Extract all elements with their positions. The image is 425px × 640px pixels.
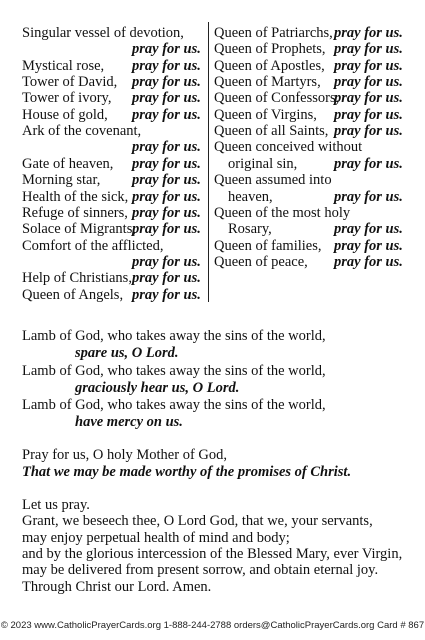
litany-invocation: Tower of David,	[22, 74, 118, 91]
litany-invocation: Queen of Apostles,	[214, 57, 325, 74]
litany-response: pray for us.	[334, 25, 403, 41]
litany-invocation: Queen of all Saints,	[214, 123, 329, 140]
versicle-response: That we may be made worthy of the promises of Christ.	[22, 464, 352, 480]
litany-response: pray for us.	[132, 204, 201, 221]
litany-response: pray for us.	[334, 57, 403, 74]
litany-invocation: Queen of Angels,	[22, 286, 124, 303]
litany-response: pray for us.	[334, 41, 403, 58]
litany-invocation: House of gold,	[22, 106, 108, 123]
litany-response: pray for us.	[132, 270, 201, 287]
litany-invocation: Comfort of the afflicted,	[22, 237, 164, 254]
litany-response: pray for us.	[334, 155, 403, 172]
litany-invocation: Help of Christians,	[22, 270, 132, 287]
litany-invocation: Queen of peace,	[214, 253, 308, 270]
litany-invocation: heaven,	[228, 188, 273, 205]
versicle: Pray for us, O holy Mother of God,	[22, 447, 227, 463]
agnus-dei-response: have mercy on us.	[75, 414, 183, 430]
prayer-line: Let us pray.	[22, 497, 90, 513]
litany-invocation: Health of the sick,	[22, 188, 129, 205]
litany-response: pray for us.	[334, 221, 403, 238]
footer: © 2023 www.CatholicPrayerCards.org 1-888-244-2788 orders@CatholicPrayerCards.org Card # 867	[0, 620, 425, 631]
litany-invocation: Queen of the most holy	[214, 204, 351, 221]
litany-invocation: Tower of ivory,	[22, 90, 112, 107]
litany-response: pray for us.	[334, 74, 403, 91]
litany-invocation: Queen of Confessors,	[214, 90, 340, 107]
litany-response: pray for us.	[132, 74, 201, 91]
litany-response: pray for us.	[334, 237, 403, 254]
litany-invocation: Solace of Migrants,	[22, 221, 136, 238]
litany-response: pray for us.	[334, 123, 403, 140]
litany-invocation: Queen of Prophets,	[214, 41, 326, 58]
litany-response: pray for us.	[132, 155, 201, 172]
litany-invocation: Queen of Virgins,	[214, 106, 317, 123]
litany-response: pray for us.	[334, 188, 403, 205]
litany-invocation: Mystical rose,	[22, 57, 105, 74]
litany-response: pray for us.	[334, 90, 403, 107]
agnus-dei-line: Lamb of God, who takes away the sins of the world,	[22, 362, 326, 379]
litany-invocation: Gate of heaven,	[22, 155, 114, 172]
agnus-dei-line: Lamb of God, who takes away the sins of the world,	[22, 397, 326, 413]
litany-response: pray for us.	[132, 172, 201, 189]
litany-response: pray for us.	[334, 106, 403, 123]
litany-response: pray for us.	[132, 286, 201, 303]
litany-invocation: Ark of the covenant,	[22, 123, 142, 140]
litany-invocation: Rosary,	[228, 221, 272, 238]
litany-response: pray for us.	[132, 139, 201, 156]
litany-response: pray for us.	[334, 253, 403, 270]
litany-response: pray for us.	[132, 221, 201, 238]
litany-response: pray for us.	[132, 90, 201, 107]
litany-invocation: Queen of Martyrs,	[214, 74, 321, 91]
litany-invocation: Queen conceived without	[214, 139, 363, 156]
column-divider	[208, 22, 209, 302]
agnus-dei-line: Lamb of God, who takes away the sins of the world,	[22, 328, 326, 344]
litany-response: pray for us.	[132, 253, 201, 270]
prayer-line: may enjoy perpetual health of mind and body;	[22, 529, 290, 546]
prayer-line: Grant, we beseech thee, O Lord God, that we, your servants,	[22, 513, 373, 530]
agnus-dei-response: spare us, O Lord.	[75, 345, 179, 361]
prayer-line: and by the glorious intercession of the Blessed Mary, ever Virgin,	[22, 545, 403, 562]
prayer-line: may be delivered from present sorrow, and obtain eternal joy.	[22, 562, 379, 579]
litany-response: pray for us.	[132, 188, 201, 205]
litany-response: pray for us.	[132, 41, 201, 58]
litany-invocation: Morning star,	[22, 172, 101, 189]
litany-invocation: Queen of Patriarchs,	[214, 25, 333, 41]
litany-response: pray for us.	[132, 57, 201, 74]
prayer-line: Through Christ our Lord. Amen.	[22, 578, 212, 595]
litany-invocation: Singular vessel of devotion,	[22, 25, 184, 41]
agnus-dei-response: graciously hear us, O Lord.	[75, 379, 240, 396]
litany-invocation: Queen of families,	[214, 237, 322, 254]
litany-invocation: original sin,	[228, 155, 298, 172]
litany-invocation: Queen assumed into	[214, 172, 332, 189]
litany-response: pray for us.	[132, 106, 201, 123]
litany-invocation: Refuge of sinners,	[22, 204, 128, 221]
